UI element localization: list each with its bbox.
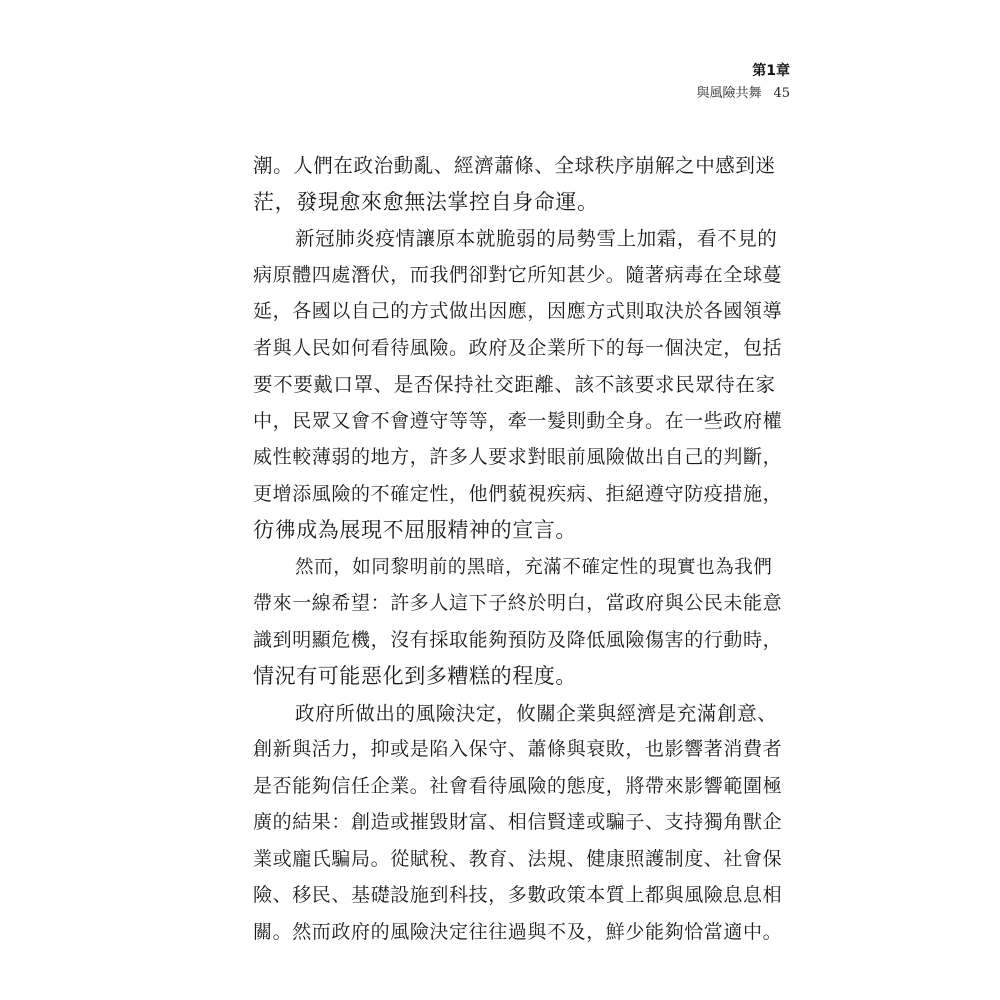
text-line: 廣的結果：創造或摧毀財富、相信賢達或騙子、支持獨角獸企	[253, 811, 783, 833]
text-line: 中，民眾又會不會遵守等等，牽一髮則動全身。在一些政府權	[253, 409, 783, 432]
section-title: 與風險共舞	[696, 86, 762, 101]
text-line: 要不要戴口罩、是否保持社交距離、該不該要求民眾待在家	[253, 373, 776, 396]
text-line: 者與人民如何看待風險。政府及企業所下的每一個決定，包括	[253, 336, 783, 359]
text-line: 新冠肺炎疫情讓原本就脆弱的局勢雪上加霜，看不見的	[295, 227, 778, 250]
text-line: 創新與活力，抑或是陷入保守、蕭條與衰敗，也影響著消費者	[253, 738, 783, 760]
paragraph	[253, 155, 783, 213]
text-line: 險、移民、基礎設施到科技，多數政策本質上都與風險息息相	[253, 884, 783, 906]
text-line: 然而，如同黎明前的黑暗，充滿不確定性的現實也為我們	[295, 556, 773, 578]
text-line: 政府所做出的風險決定，攸關企業與經濟是充滿創意、	[295, 701, 778, 725]
text-line: 彷彿成為展現不屈服精神的宣言。	[253, 518, 577, 542]
text-line: 情況有可能惡化到多糟糕的程度。	[253, 664, 577, 688]
section-title-line	[696, 85, 790, 103]
text-line: 病原體四處潛伏，而我們卻對它所知甚少。隨著病毒在全球蔓	[253, 263, 783, 286]
text-line: 是否能夠信任企業。社會看待風險的態度，將帶來影響範圍極	[253, 774, 783, 797]
text-line: 識到明顯危機，沒有採取能夠預防及降低風險傷害的行動時，	[253, 628, 783, 651]
chapter-label: 第1章	[752, 63, 790, 79]
text-line: 更增添風險的不確定性，他們藐視疾病、拒絕遵守防疫措施，	[253, 482, 783, 505]
text-line: 帶來一線希望：許多人這下子終於明白，當政府與公民未能意	[253, 592, 783, 614]
running-header	[696, 62, 790, 103]
text-line: 延，各國以自己的方式做出因應，因應方式則取決於各國領導	[253, 300, 783, 322]
body-text	[253, 155, 783, 958]
text-line: 潮。人們在政治動亂、經濟蕭條、全球秩序崩解之中感到迷	[253, 154, 776, 177]
page-number: 45	[773, 86, 790, 101]
text-line: 茫，發現愈來愈無法掌控自身命運。	[253, 189, 599, 214]
paragraph	[253, 557, 783, 688]
text-line: 業或龐氏騙局。從賦稅、教育、法規、健康照護制度、社會保	[253, 847, 783, 870]
paragraph	[253, 703, 783, 943]
paragraph	[253, 228, 783, 541]
text-line: 威性較薄弱的地方，許多人要求對眼前風險做出自己的判斷，	[253, 446, 783, 468]
text-line: 關。然而政府的風險決定往往過與不及，鮮少能夠恰當適中。	[253, 920, 783, 943]
